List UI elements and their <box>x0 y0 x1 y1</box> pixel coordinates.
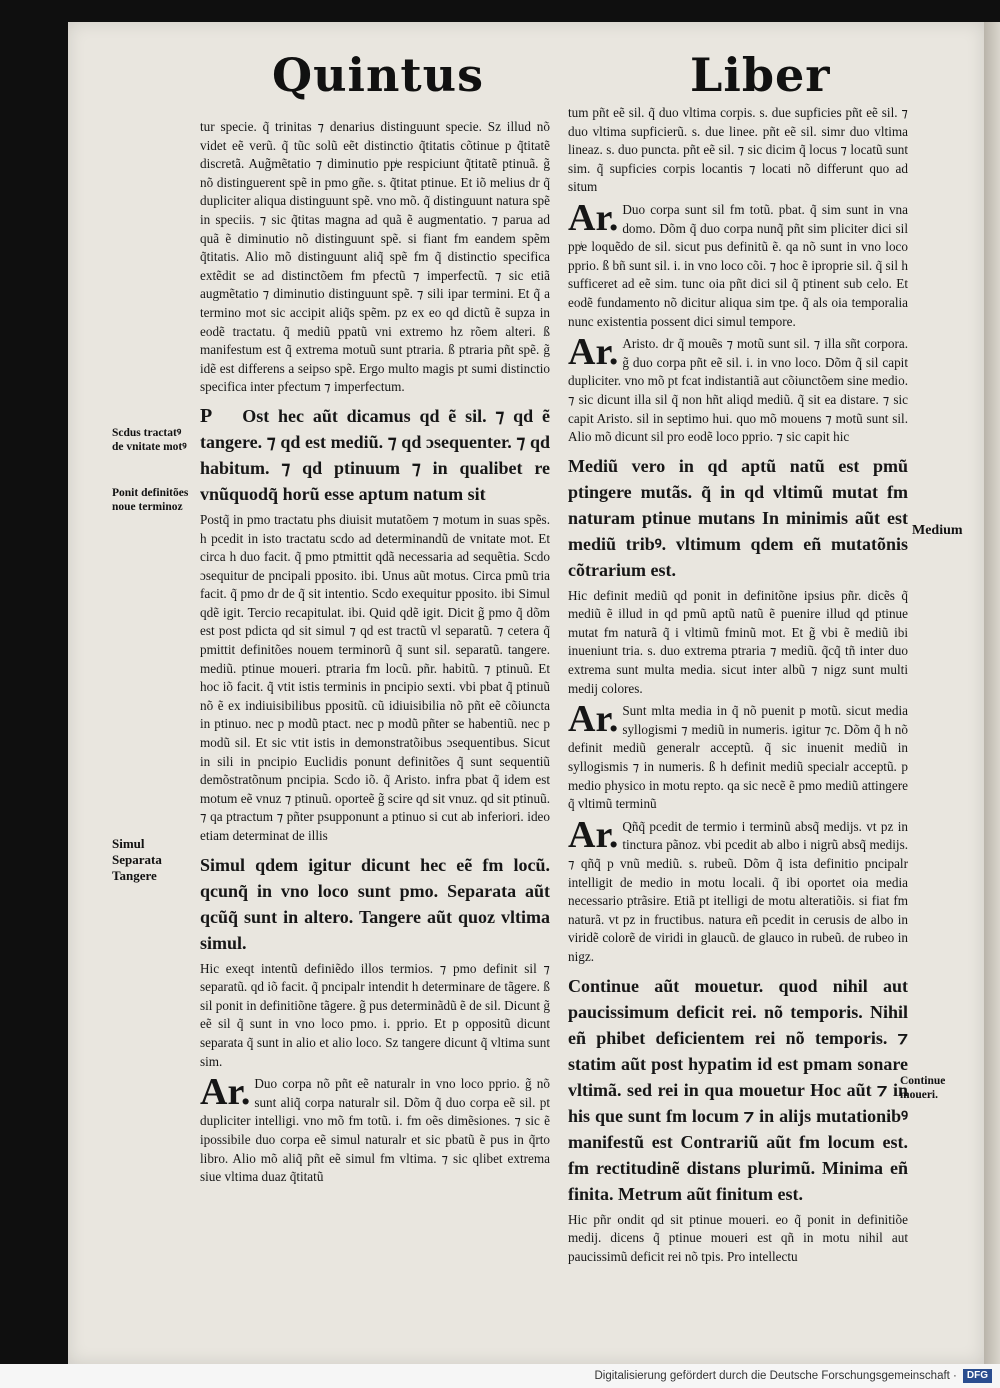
left-paragraph-4-text: Duo corpa nõ pñt eẽ naturalr in vno loco pprio. g̃ nõ sunt aliq̃ corpa naturalr sil. Dõm q̃ duo corpa eẽ sil. pt dupliciter intelligi. vno mõ fm totũ. i. fm oẽs dimẽsiones. ⁊ sic ẽ ipossibile duo corpa eẽ simul naturalr et sic pbatũ ẽ pus in q̃rto libro. Alio mõ aliq̃ pñt eẽ simul fm vltima. ⁊ sic qlibet extrema siue vltima duaz q̃titatũ <box>200 1076 550 1185</box>
right-lemma-1: Mediũ vero in qd aptũ natũ est pmũ ptingere mutãs. q̃ in qd vltimũ mutat fm naturam ptinue mutans In minimis aũt est mediũ tribꝰ. vltimum qdem eñ mutatõnis cõtrarium est. <box>568 455 908 580</box>
initial-ar: Ar. <box>200 1071 251 1114</box>
margin-note-medium: Medium <box>912 523 963 538</box>
left-paragraph-1: tur specie. q̃ trinitas ⁊ denarius distinguunt specie. Sz illud nõ videt eẽ verũ. q̃ tũc solũ eẽt distinctio q̃titatis cõtinue p q̃titatẽ discretã. Aug̃mẽtatio ⁊ diminutio ppͥe respiciunt q̃titatẽ ptinuã. g̃ nõ distinguerent spẽ in pmo gñe. s. q̃titat ptinue. Et iõ melius dr q̃ dupliciter aliqua distinguunt spẽ. vno mõ. q̃ distinguunt natura spẽ in speciis. ⁊ sic q̃titas magna ad quã ẽ augmentatio. ⁊ parua ad quã ẽ diminutio nõ distinguunt spẽ. si fiant fm eandem spẽm q̃titatis. Alio mõ distinguunt aliq̃ spẽ fm q̃ distinctio specifica extẽdit se ad distinctõem fm pfectũ ⁊ imperfectũ. ⁊ sic etiã augmẽtatio ⁊ diminutio distinguunt spẽ. ⁊ sili ipar termini. Et q̃ a termino mot sic accipit aliq̃s spẽm. pz ex eo qd dictũ ẽ supza in eodẽ tractatu. q̃ mediũ ppatũ vni extremo hz rõem alteri. ß manifestum est q̃ extrema motuũ sunt ptraria. ß ptraria pñt spẽ. g̃ idẽ est differens a seipso spẽ. Ergo multo magis pt sumi distinctio specifica inter pfectum ⁊ imperfectum. <box>200 119 550 395</box>
margin-note-continue: Continue moueri. <box>900 1075 946 1101</box>
right-paragraph-2 <box>568 196 908 331</box>
margin-note-tractatus: Scdus tractatꝰ de vnitate motꝰ <box>112 427 187 453</box>
initial-ar: Ar. <box>568 698 619 741</box>
right-paragraph-5-text: Sunt mlta media in q̃ nõ puenit p motũ. sicut media syllogismi ⁊ mediũ in numeris. igitur ⁊c. Dõm q̃ h nõ definit mediũ generalr acceptũ. q̃ sic inuenit mediũ in syllogismis ⁊ in numeris. ß h definit mediũ specialr acceptũ. p medio physico in motu repto. qa sic necẽ ẽ pmo mediũ attingere q̃ vltimũ terminũ <box>568 703 908 812</box>
left-lemma-1-text: Ost hec aũt dicamus qd ẽ sil. ⁊ qd ẽ tangere. ⁊ qd est mediũ. ⁊ qd ɔsequenter. ⁊ qd habitum. ⁊ qd ptinuum ⁊ in qualibet re vnũquodq̃ horũ esse aptum natum sit <box>200 405 550 504</box>
right-paragraph-3 <box>568 331 908 447</box>
right-paragraph-5 <box>568 698 908 814</box>
left-lemma-2: Simul qdem igitur dicunt hec eẽ fm locũ. qcunq̃ in vno loco sunt pmo. Separata aũt qcũq̃ sunt in altero. Tangere aũt quoz vltima simul. <box>200 854 550 953</box>
left-text-column <box>200 118 550 1191</box>
dfg-logo: DFG <box>963 1369 992 1383</box>
right-paragraph-7: Hic pñr ondit qd sit ptinue moueri. eo q̃ ponit in definitiõe medij. dicens q̃ ptinue moueri est qñ in motu nihil aut paucissimũ deficit rei nõ tpis. Pro intellectu <box>568 1211 908 1264</box>
right-lemma-2: Continue aũt mouetur. quod nihil aut paucissimum deficit rei. nõ temporis. Nihil eñ phibet deficientem rei nõ temporis. ⁊ statim aũt post hypatim id est pmam sonare vltimã. sed rei in qua mouetur Hoc aũt ⁊ in his que sunt fm locum ⁊ in alijs mutationibꝰ manifestũ est Contrariũ aũt fm locum est. fm rectitudinẽ distans plurimũ. Minima eñ finita. Metrum aũt finitum est. <box>568 975 908 1204</box>
left-paragraph-2: Postq̃ in pmo tractatu phs diuisit mutatõem ⁊ motum in suas spẽs. h pcedit in isto tractatu scdo ad determinandũ de vnitate mot. Et circa h duo facit. q̃ pmo ptmittit qdã necessaria ad sequẽtia. Scdo ɔsequitur de pncipali pposito. ibi. Unus aũt motus. Circa pmũ tria facit. q̃ pmo dr de q̃ sit intentio. Scdo exequitur pposito. ibi Simul qdẽ igit. Tercio recapitulat. ibi. Quid qdẽ igit. Dicit g̃ pmo q̃ dõm est post pdicta qd sit simul ⁊ qd est tractũ vl separatũ. ⁊ cetera q̃ pmittit definitões nouem terminorũ q̃ sunt sil. separatũ. tangere. mediũ. ptinue moueri. ptraria fm locũ. pñr. habitũ. ⁊ ptinuũ. Et hoc iõ facit. q̃ vtit istis terminis in pncipio sexti. vbi pbat q̃ ptinuũ nõ ẽ ex indiuisibilibus ppositũ. cũ idiuisibilia nõ pñt eẽ cõiuncta in ptinuo. nec p modũ ptact. nec p modũ pñter se habentiũ. nec p modũ sil. Et sic vtit istis in demonstratõibus ɔsequentibus. Sicut in sili in pncipio Euclidis ponunt definitões q̃ sunt sequentiũ demõstratõnum pncipia. Scdo iõ. q̃ Aristo. infra pbat q̃ idem est motum eẽ vnuz ⁊ ptinuũ. oporteẽ g̃ scire qd sit vnuz. qd sit ptinuũ. ⁊ qa ptractum ⁊ pñter psupponunt a ptinuo si cut ab inferiori. ideo etiam determinat de illis <box>200 511 550 843</box>
page-spine-edge <box>984 22 1000 1364</box>
initial-ar: Ar. <box>568 331 619 374</box>
left-lemma-1 <box>200 403 550 507</box>
right-text-column <box>568 104 908 1270</box>
margin-note-definitiones: Ponit definitões noue terminoz <box>112 487 189 513</box>
initial-ar: Ar. <box>568 813 619 856</box>
running-head-left: Quintus <box>272 48 485 102</box>
right-paragraph-1: tum pñt eẽ sil. q̃ duo vltima corpis. s. due supficies pñt eẽ sil. ⁊ duo vltima supficierũ. s. due linee. pñt eẽ sil. simr duo vltima lineaz. s. duo puncta. pñt eẽ sil. ⁊ sic dicim q̃ locus ⁊ locatũ sunt sim. q̃ supficies corpis locantis ⁊ locati nõ differunt quo ad situm <box>568 105 908 195</box>
right-paragraph-6-text: Qñq̃ pcedit de termio i terminũ absq̃ medijs. vt pz in tinctura pãnoz. vbi pcedit ab albo i nigrũ absq̃ medijs. ⁊ qñq̃ p vnũ mediũ. s. rubeũ. Dõm q̃ ista definitio pncipalr intelligit de medio in motu locali. q̃ ibi oportet oia media necessario ptrãsire. Etiã pt itelligi de motu alteratiõis. si fiat fm naturã. vt pz in fructibus. natura eñ pcedit in cerusis de albo in viridẽ colorẽ de viridi in glaucũ. de glauco in rubeũ. de rubeo in nigz. <box>568 818 908 964</box>
left-paragraph-3: Hic exeqt intentũ definiẽdo illos termios. ⁊ pmo definit sil ⁊ separatũ. qd iõ facit. q̃ pncipalr intendit h determinare de tãgere. ß sil ponit in definitiõne tãgere. g̃ pus determinãdũ ẽ de sil. Dicunt g̃ eẽ sil q̃ sunt in vno loco pmo. i. pprio. Et p oppositũ dicunt separata q̃ sunt in alio et alio loco. Sz tangere dicunt q̃ vltima sunt sim. <box>200 960 550 1069</box>
margin-note-simul: Simul Separata Tangere <box>112 836 162 883</box>
initial-letter: P <box>200 404 213 427</box>
right-paragraph-2-text: Duo corpa sunt sil fm totũ. pbat. q̃ sim sunt in vna domo. Dõm q̃ duo corpa nunq̃ pñt sim pliciter dici sil ppͥe loquẽdo de sil. sicut pus definitũ ẽ. qa nõ sunt in vno loco pprio. ß bñ sunt sil. i. in vno loco cõi. ⁊ hoc ẽ iproprie sil. q̃ sil h sufficeret ad eẽ sim. tunc oia pñt dici sil q̃ ptinent sub celo. Et eodẽ fundamento nõ dicitur aliqua sim tpe. q̃ als oia temporalia nunc existentia possent dici simul tempore. <box>568 201 908 329</box>
digitization-footer <box>0 1364 1000 1388</box>
right-paragraph-4: Hic definit mediũ qd ponit in definitõne ipsius pñr. dicẽs q̃ mediũ ẽ illud in qd pmũ aptũ natũ ẽ puenire illud qd ptinue mutat fm naturã q̃ i vltimũ fminũ mot. Et g̃ vbi ẽ mediũ ibi inueniunt tria. s. duo extrema ptraria ⁊ mediũ. q̃cq̃ tñ inter duo extrema sunt multa media. sicut inter albũ ⁊ nigz sunt multi medij colores. <box>568 587 908 696</box>
initial-ar: Ar. <box>568 196 619 239</box>
right-paragraph-6 <box>568 813 908 967</box>
right-paragraph-3-text: Aristo. dr q̃ mouẽs ⁊ motũ sunt sil. ⁊ illa sñt corpora. g̃ duo corpa pñt eẽ sil. i. in vno loco. Dõm q̃ sil capit dupliciter. vno mõ pt fcat indistantiã aut cõiunctõem sine medio. ⁊ sic dicunt illa sil q̃ non hñt aliqd mediũ. q̃ sit ea distare. ⁊ sic capit Aristo. sil in septimo hui. quo mõ mouens ⁊ motũ sunt sil. Alio mõ dicunt sil pro eodẽ loco pprio. ⁊ sic capit hic <box>568 336 908 445</box>
running-head-right: Liber <box>690 48 831 102</box>
left-paragraph-4 <box>200 1071 550 1187</box>
footer-credit-text: Digitalisierung gefördert durch die Deutsche Forschungsgemeinschaft · <box>594 1370 957 1382</box>
